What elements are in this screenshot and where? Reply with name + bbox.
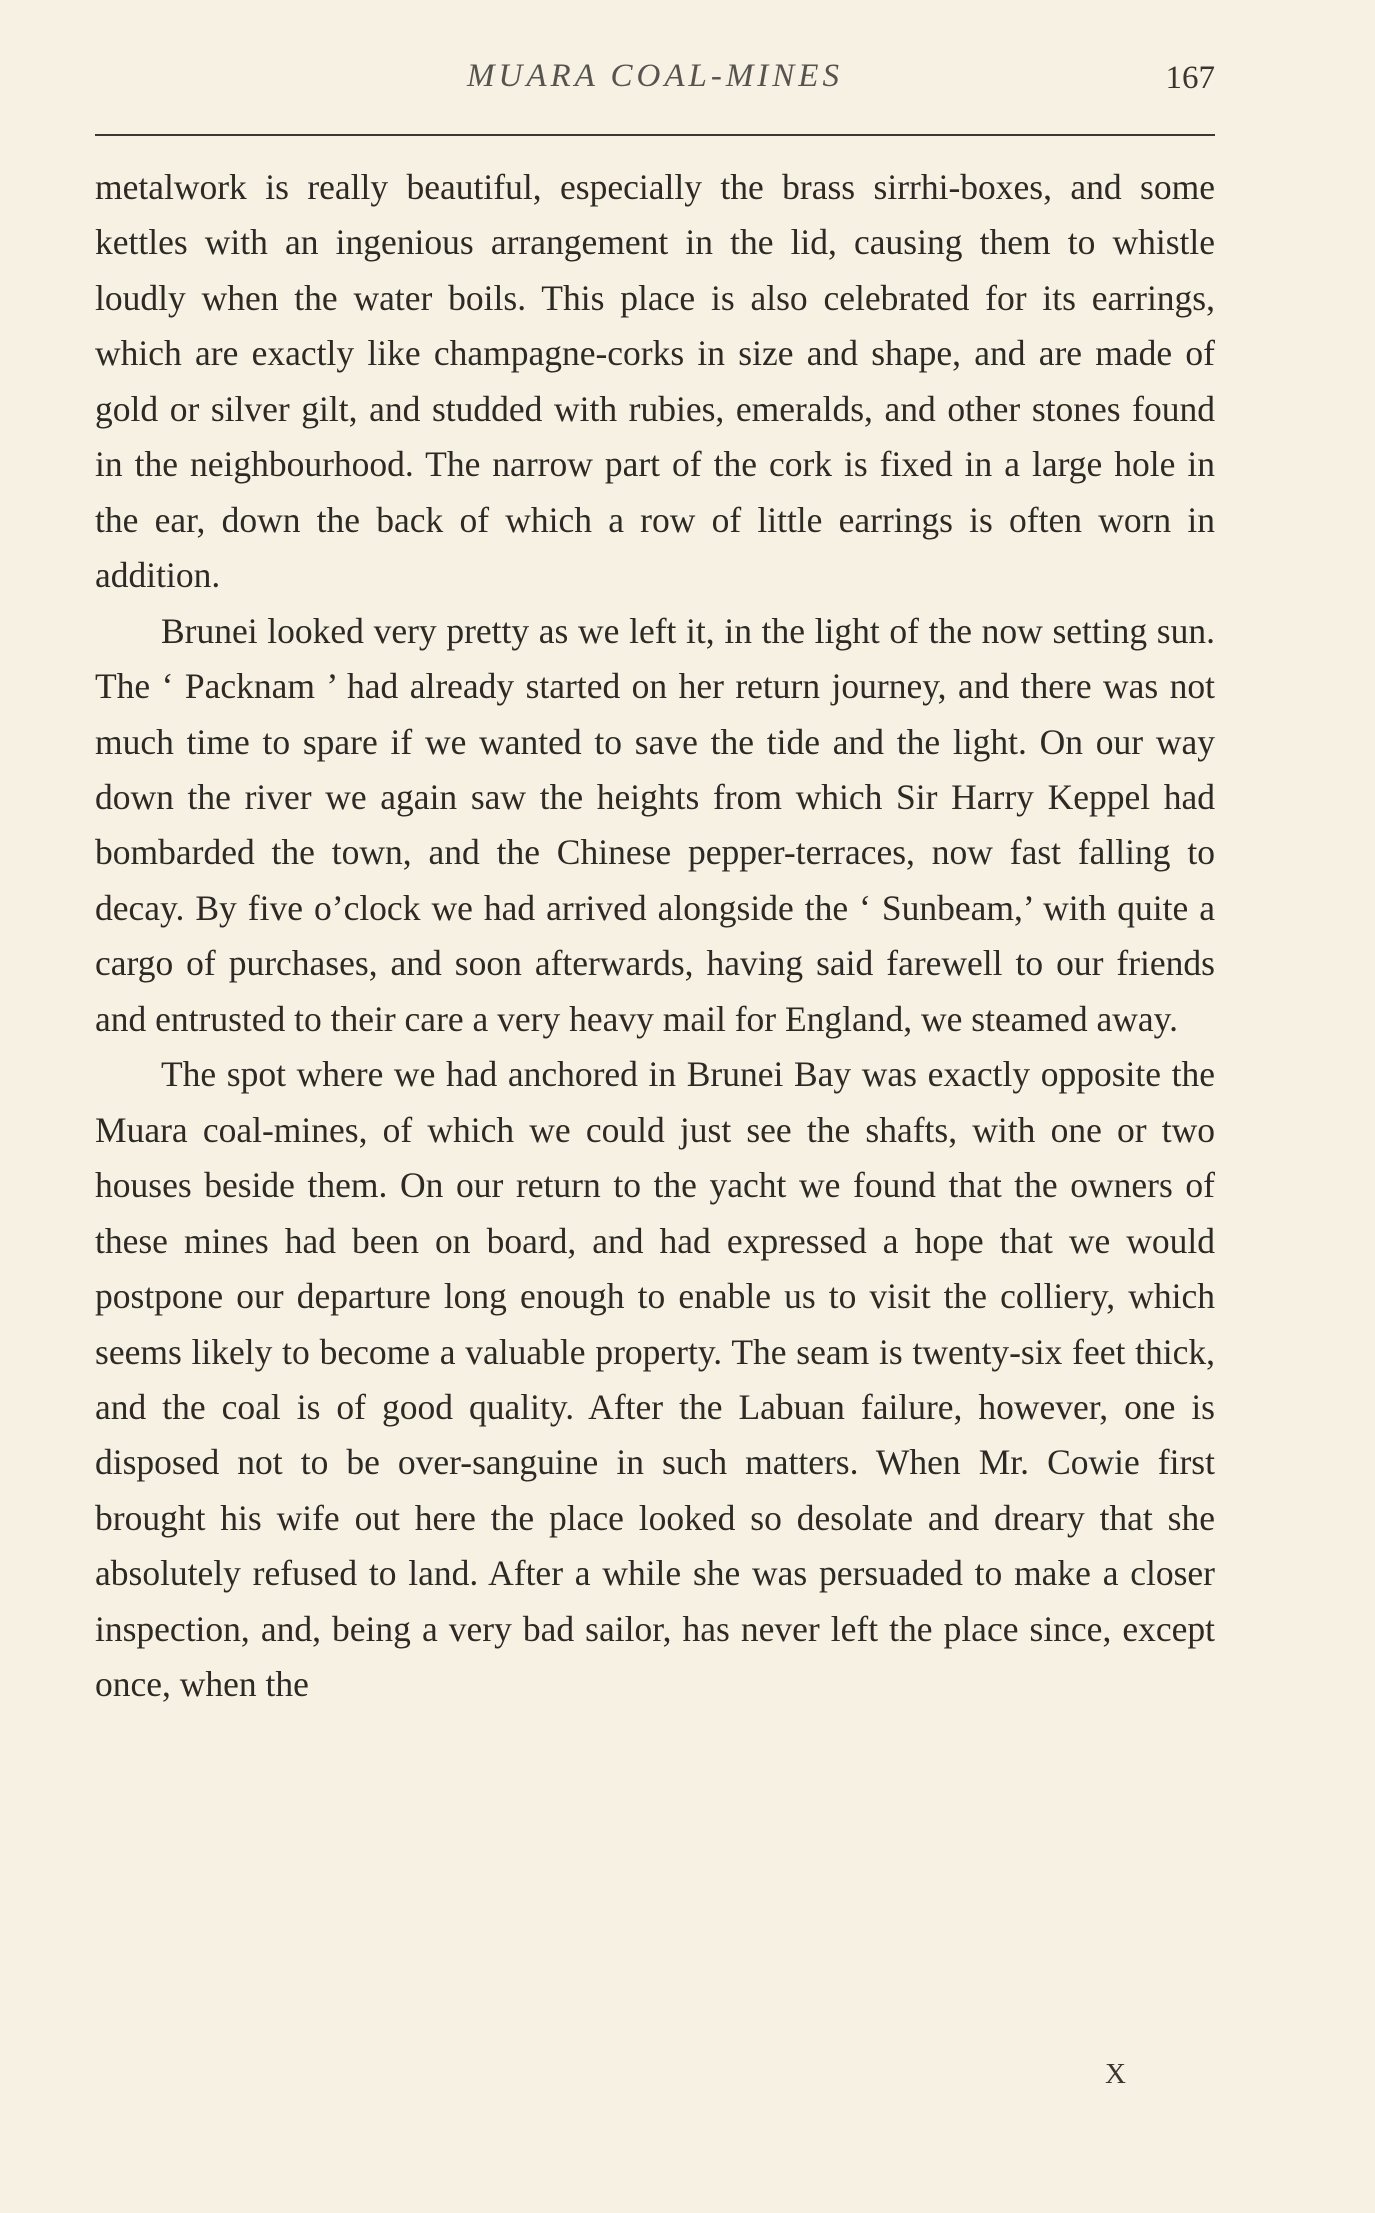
paragraph-2: Brunei looked very pretty as we left it, in the light of the now setting sun. The ‘ Packnam ’ had already started on her return journey, and there was not much time to spare if we wanted to save the tide and the light. On our way down the river we again saw the heights from which Sir Harry Keppel had bombarded the town, and the Chinese pepper-terraces, now fast falling to decay. By five o’clock we had arrived alongside the ‘ Sunbeam,’ with quite a cargo of purchases, and soon afterwards, having said farewell to our friends and entrusted to their care a very heavy mail for England, we steamed away. (95, 610, 1215, 1039)
paragraph-3: The spot where we had anchored in Brunei Bay was exactly opposite the Muara coal-mines, of which we could just see the shafts, with one or two houses beside them. On our return to the yacht we found that the owners of these mines had been on board, and had expressed a hope that we would postpone our departure long enough to enable us to visit the colliery, which seems likely to become a valuable property. The seam is twenty-six feet thick, and the coal is of good quality. After the Labuan failure, however, one is disposed not to be over-sanguine in such matters. When Mr. Cowie first brought his wife out here the place looked so desolate and dreary that she absolutely refused to land. After a while she was persuaded to make a closer inspection, and, being a very bad sailor, has never left the place since, except once, when the (95, 1054, 1215, 1705)
running-title: MUARA COAL-MINES (467, 58, 843, 94)
page-number: 167 (1165, 60, 1215, 96)
header-rule (95, 134, 1215, 136)
page-header (95, 58, 1215, 108)
signature-mark: X (1105, 2058, 1128, 2090)
paragraph-1: metalwork is really beautiful, especially the brass sirrhi-boxes, and some kettles with an ingenious arrangement in the lid, causing them to whistle loudly when the water boils. This place is also celebrated for its earrings, which are exactly like champagne-corks in size and shape, and are made of gold or silver gilt, and studded with rubies, emeralds, and other stones found in the neighbourhood. The narrow part of the cork is fixed in a large hole in the ear, down the back of which a row of little earrings is often worn in addition. (95, 167, 1215, 596)
body-text (95, 160, 1215, 1713)
